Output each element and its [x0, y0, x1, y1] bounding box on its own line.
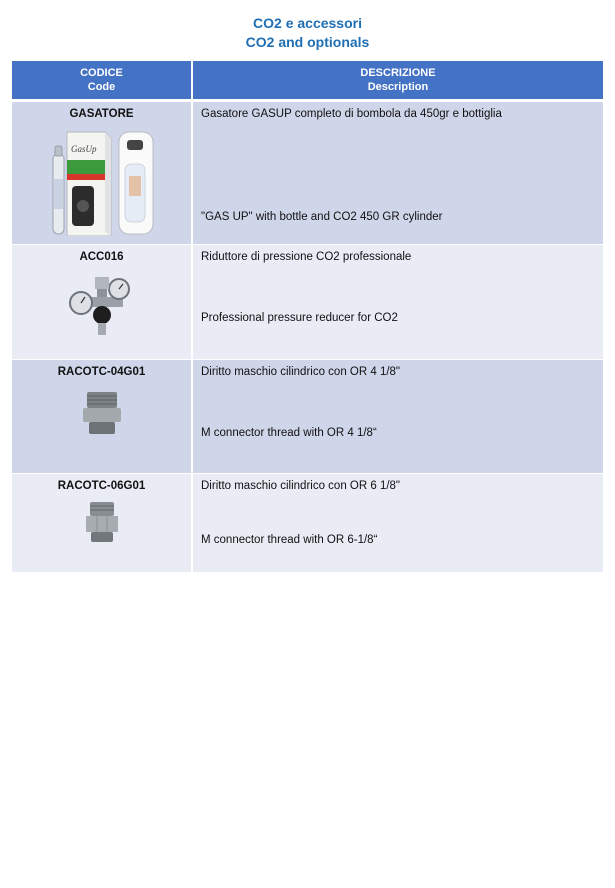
product-code: RACOTC-06G01	[57, 480, 146, 492]
description-english: Professional pressure reducer for CO2	[201, 312, 398, 324]
code-cell	[12, 245, 192, 360]
page-title-english: CO2 and optionals	[245, 34, 370, 50]
product-code: GASATORE	[69, 108, 134, 120]
table-row	[12, 101, 603, 245]
box-brand-text: GasUp	[70, 144, 97, 154]
description-english: M connector thread with OR 4 1/8“	[201, 427, 377, 439]
product-code: ACC016	[79, 251, 124, 263]
description-english: "GAS UP" with bottle and CO2 450 GR cylinder	[201, 211, 443, 223]
product-code: RACOTC-04G01	[57, 366, 146, 378]
gas-up-carbonator-kit-image	[47, 124, 157, 236]
description-italian: Diritto maschio cilindrico con OR 4 1/8"	[201, 366, 401, 378]
table-row	[12, 360, 603, 474]
code-cell	[12, 101, 192, 245]
description-italian: Riduttore di pressione CO2 professionale	[201, 251, 412, 263]
description-cell	[192, 474, 603, 573]
description-cell	[192, 101, 603, 245]
male-connector-fitting-small-image	[80, 496, 124, 550]
column-header-code-it: CODICE	[80, 67, 123, 79]
description-cell	[192, 360, 603, 474]
code-cell	[12, 474, 192, 573]
code-cell	[12, 360, 192, 474]
column-header-description-it: DESCRIZIONE	[360, 67, 436, 79]
column-header-code-en: Code	[87, 81, 116, 93]
column-header-code	[12, 61, 192, 101]
product-table	[12, 61, 603, 573]
description-cell	[192, 245, 603, 360]
table-row	[12, 474, 603, 573]
description-english: M connector thread with OR 6-1/8“	[201, 534, 378, 546]
page-title-italian: CO2 e accessori	[253, 15, 362, 31]
column-header-description-en: Description	[367, 81, 429, 93]
description-italian: Diritto maschio cilindrico con OR 6 1/8"	[201, 480, 401, 492]
description-italian: Gasatore GASUP completo di bombola da 450gr e bottiglia	[201, 108, 502, 120]
table-header-row	[12, 61, 603, 101]
co2-pressure-reducer-image	[67, 267, 137, 339]
table-row	[12, 245, 603, 360]
male-connector-fitting-image	[77, 382, 127, 442]
column-header-description	[192, 61, 603, 101]
